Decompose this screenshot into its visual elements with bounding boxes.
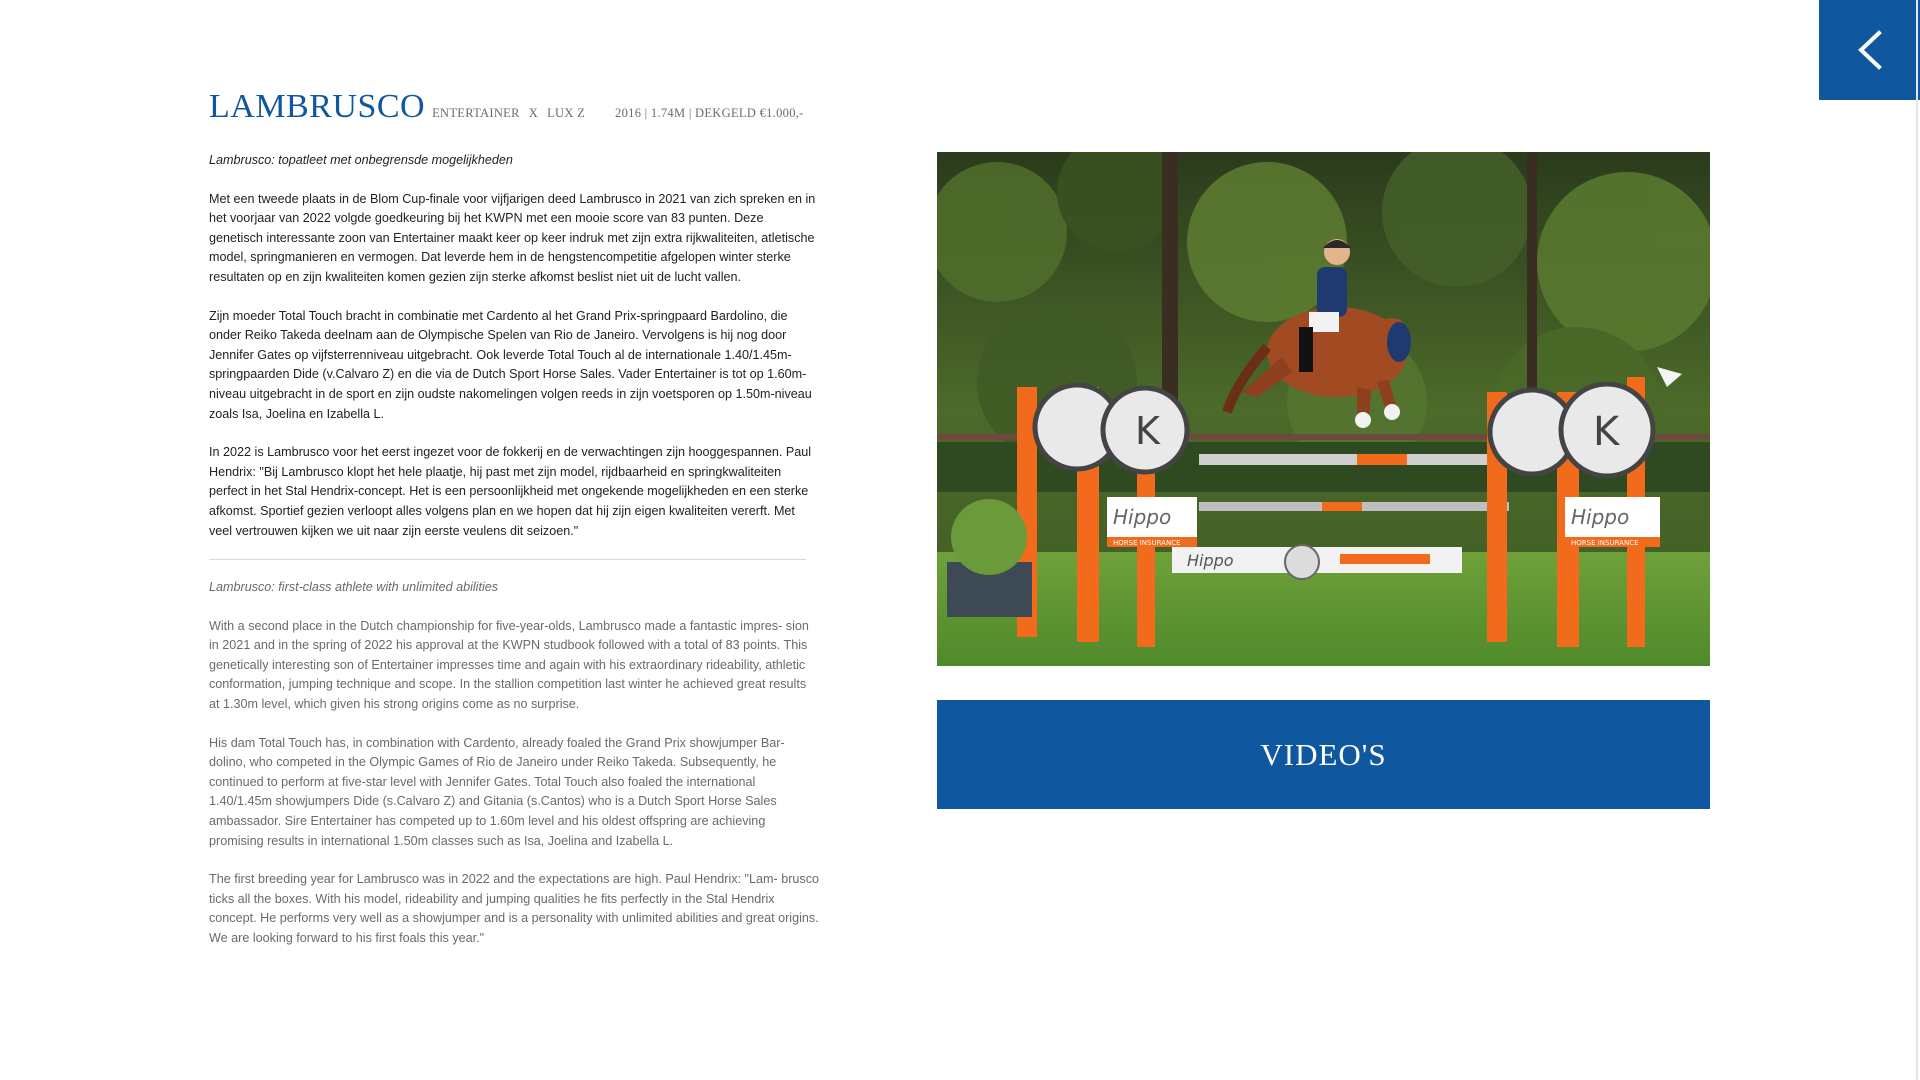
videos-button[interactable]: VIDEO'S	[937, 700, 1710, 809]
text-column	[209, 88, 819, 949]
chevron-left-icon	[1847, 27, 1893, 73]
back-button[interactable]	[1819, 0, 1920, 100]
left-wing-logo-letter: K	[1135, 409, 1160, 453]
dutch-subtitle: Lambrusco: topatleet met onbegrensde mogelijkheden	[209, 153, 513, 167]
english-subtitle: Lambrusco: first-class athlete with unlimited abilities	[209, 580, 499, 595]
dutch-paragraph-3: In 2022 is Lambrusco voor het eerst ingezet voor de fokkerij en de verwachtingen zijn hooggespannen. Paul Hendrix: "Bij Lambrusco klopt het hele plaatje, hij past met zijn model, rijdbaarheid en springkwaliteiten perfect in het Stal Hendrix-concept. Het is een persoonlijkheid met ongekende mogelijkheden en een sterke afkomst. Sportief gezien verloopt alles volgens plan en we hopen dat hij zijn eigen kwaliteiten vererft. Met veel vertrouwen kijken we uit naar zijn eerste veulens dit seizoen."	[209, 445, 812, 538]
damsire-name: LUX Z	[547, 106, 586, 120]
english-paragraph-3: The first breeding year for Lambrusco was in 2022 and the expectations are high. Paul Hendrix: "Lam- brusco ticks all the boxes. With his model, rideability and jumping qualities he fits perfectly in the Stal Hendrix concept. He performs very well as a showjumper and is a personality with unlimited abilities and great origins. We are looking forward to his first foals this year."	[209, 872, 819, 945]
pedigree	[432, 106, 585, 121]
left-wing-sponsor-text: Hippo	[1113, 505, 1172, 529]
jumping-illustration	[937, 152, 1710, 666]
english-paragraph-2: His dam Total Touch has, in combination with Cardento, already foaled the Grand Prix showjumper Bar- dolino, who competed in the Olympic Games of Rio de Janeiro under Reiko Takeda. Subsequently, he continued to perform at five-star level with Jennifer Gates. Total Touch also foaled the international 1.40/1.45m showjumpers Dide (s.Calvaro Z) and Gitania (s.Cantos) who is a Dutch Sport Horse Sales ambassador. Sire Entertainer has competed up to 1.60m level and his oldest offspring are achieving promising results in international 1.50m classes such as Isa, Joelina and Izabella L.	[209, 735, 785, 848]
title-line	[209, 88, 819, 134]
stallion-jumping-photo	[937, 152, 1710, 666]
right-wing-sponsor-subtext: HORSE INSURANCE	[1571, 539, 1639, 547]
dutch-section	[209, 151, 819, 541]
right-edge-rule	[1916, 0, 1918, 1080]
horse-name: LAMBRUSCO	[209, 88, 426, 125]
section-divider	[209, 559, 806, 560]
dutch-paragraph-2: Zijn moeder Total Touch bracht in combinatie met Cardento al het Grand Prix-springpaard Bardolino, die onder Reiko Takeda deelnam aan de Olympische Spelen van Rio de Janeiro. Vervolgens is hij nog door Jennifer Gates op vijfsterrenniveau uitgebracht. Ook leverde Total Touch al de internationale 1.40/1.45m-springpaarden Dide (v.Calvaro Z) en die via de Dutch Sport Horse Sales. Vader Entertainer is tot op 1.60m-niveau uitgebracht in de sport en zijn oudste nakomelingen volgen reeds in zijn voetsporen op 1.50m-niveau zoals Isa, Joelina en Izabella L.	[209, 308, 812, 421]
right-wing-logo-letter: K	[1593, 409, 1620, 455]
ground-banner-text: Hippo	[1187, 551, 1234, 570]
english-paragraph-1: With a second place in the Dutch championship for five-year-olds, Lambrusco made a fantastic impres- sion in 2021 and in the spring of 2022 his approval at the KWPN studbook followed with a total of 83 points. This genetically interesting son of Entertainer impresses time and again with his extraordinary rideability, athletic conformation, jumping technique and scope. In the stallion competition last winter he achieved great results at 1.30m level, which given his strong origins come as no surprise.	[209, 618, 809, 712]
dutch-paragraph-1: Met een tweede plaats in de Blom Cup-finale voor vijfjarigen deed Lambrusco in 2021 van zich spreken en in het voorjaar van 2022 volgde goedkeuring bij het KWPN met een mooie score van 83 punten. Deze genetisch interessante zoon van Entertainer maakt keer op keer indruk met zijn extra rijkwaliteiten, atletische model, springmanieren en vermogen. Dat leverde hem in de hengstencompetitie afgelopen winter sterke resultaten op en zijn kwaliteiten komen gezien zijn sterke afkomst beslist niet uit de lucht vallen.	[209, 191, 816, 284]
right-wing-sponsor-text: Hippo	[1571, 505, 1630, 529]
sire-name: ENTERTAINER	[432, 106, 520, 120]
cross-mark: X	[528, 106, 539, 120]
horse-meta: 2016 | 1.74M | DEKGELD €1.000,-	[615, 106, 804, 120]
left-wing-sponsor-subtext: HORSE INSURANCE	[1113, 539, 1181, 547]
english-section	[209, 578, 819, 949]
